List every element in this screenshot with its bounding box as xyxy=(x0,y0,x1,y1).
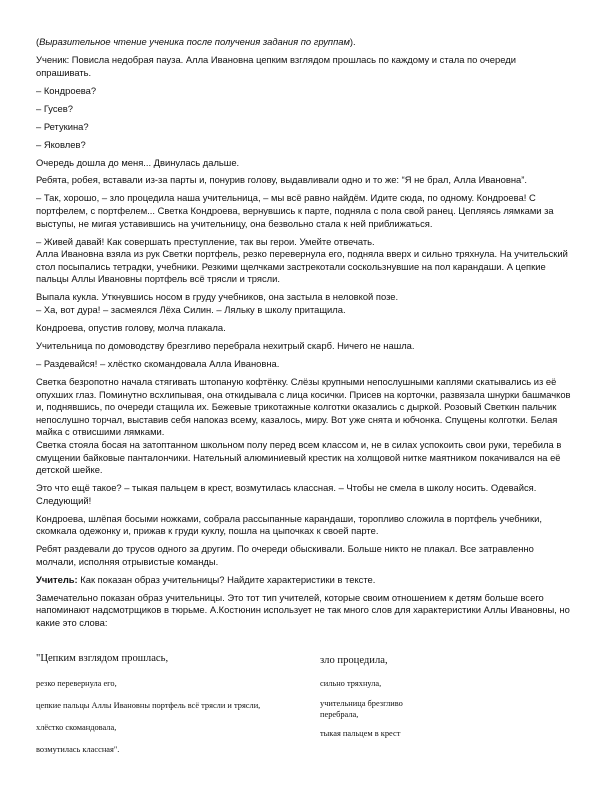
paragraph-10b: – Ха, вот дура! – засмеялся Лёха Силин. – Ляльку в школу притащила. xyxy=(36,304,346,315)
paragraph-2: – Кондроева? xyxy=(36,84,97,96)
paragraph-16: Кондроева, шлёпая босыми ножками, собрала рассыпанные карандаши, торопливо сложила в портфель учебники, скомкала одежонку и, прижав к груди куклу, пошла на цыпочках к своей парте. xyxy=(36,512,542,537)
paragraph-10a: Выпала кукла. Уткнувшись носом в груду учебников, она застыла в неловкой позе. xyxy=(36,291,399,303)
paragraph-14a: Светка безропотно начала стягивать штопаную кофтёнку. Слёзы крупными непослушными каплями скатывались из её опухших глаз. Поминутно всхлипывая, она откидывала с лица косички. Присев на корточки, развязала шнурки башмачков и, поднявшись, по очереди стащила их. Бежевые трикотажные колготки оказались с дыркой. Розовый Светкин пальчик непослушно торчал, выставив себя напоказ всему, казалось, миру. Вот уже снята и юбчонка. Спущены колготки. Белая майка с отвисшими лямками. xyxy=(36,375,571,438)
paragraph-17: Ребят раздевали до трусов одного за другим. По очереди обыскивали. Больше никто не плакал. Все затравленно молчали, исполняя отрывистые команды. xyxy=(36,543,534,567)
right-cell-3: учительница брезгливо перебрала, xyxy=(320,699,403,719)
left-cell-4: хлёстко скомандовала, xyxy=(36,723,117,732)
paragraph-6: Очередь дошла до меня... Двинулась дальше. xyxy=(36,156,240,168)
paragraph-18 xyxy=(36,574,572,587)
paragraph-7: Ребята, робея, вставали из-за парты и, понурив голову, выдавливали одно и то же: “Я не брал, Алла Ивановна”. xyxy=(36,174,527,186)
right-cell-2: сильно тряхнула, xyxy=(320,679,382,688)
left-cell-5: возмутилась классная". xyxy=(36,745,120,754)
teacher-label: Учитель: xyxy=(36,573,78,585)
paragraph-9a: – Живей давай! Как совершать преступление, так вы герои. Умейте отвечать. xyxy=(36,235,375,247)
paragraph-5: – Яковлев? xyxy=(36,138,86,150)
left-cell-2: резко перевернула его, xyxy=(36,679,117,688)
right-cell-4: тыкая пальцем в крест xyxy=(320,729,401,738)
document-body xyxy=(36,36,572,635)
paragraph-12: Учительница по домоводству брезгливо перебрала нехитрый скарб. Ничего не нашла. xyxy=(36,339,415,351)
right-cell-1: зло процедила, xyxy=(320,655,388,666)
paragraph-15: Это что ещё такое? – тыкая пальцем в крест, возмутилась классная. – Чтобы не смела в школу носить. Одевайся. Следующий! xyxy=(36,482,537,506)
paragraph-14b: Светка стояла босая на затоптанном школьном полу перед всем классом и, не в силах успокоить свои руки, теребила в смущении байковые панталончики. Нательный алюминиевый крестик на холщовой нитке маятником покачивался на её детской шейке. xyxy=(36,438,562,476)
paragraph-9b: Алла Ивановна взяла из рук Светки портфель, резко перевернула его, подняла вверх и сильно тряхнула. На учительский стол посыпались тетрадки, учебники. Резкими щелчками застрекотали соскользнувшие на пол карандаши. А цепкие пальцы Аллы Ивановны портфель всё трясли и трясли. xyxy=(36,248,568,285)
paragraph-1: Ученик: Повисла недобрая пауза. Алла Ивановна цепким взглядом прошлась по каждому и стала по очереди опрашивать. xyxy=(36,53,516,78)
intro-italic-text: Выразительное чтение ученика после получения задания по группам xyxy=(39,36,350,47)
left-cell-1: "Цепким взглядом прошлась, xyxy=(36,653,169,664)
intro-note xyxy=(36,36,572,49)
intro-close: ). xyxy=(349,36,356,47)
paragraph-13: – Раздевайся! – хлёстко скомандовала Алла Ивановна. xyxy=(36,357,280,369)
paragraph-8: – Так, хорошо, – зло процедила наша учительница, – мы всё равно найдём. Идите сюда, по одному. Кондроева! С портфелем, с портфелем... Светка Кондроева, вернувшись к парте, подняла с пола свой ранец. Цепляясь лямками за выступы, не мигая уставившись на учительницу, она безвольно стала к ней приближаться. xyxy=(36,192,554,229)
paragraph-11: Кондроева, опустив голову, молча плакала. xyxy=(36,321,226,333)
left-cell-3: цепкие пальцы Аллы Ивановны портфель всё трясли и трясли, xyxy=(36,701,261,710)
paragraph-4: – Ретукина? xyxy=(36,120,89,132)
paragraph-3: – Гусев? xyxy=(36,102,73,114)
teacher-question: Как показан образ учительницы? Найдите характеристики в тексте. xyxy=(77,573,376,585)
paragraph-19: Замечательно показан образ учительницы. Это тот тип учителей, которые своим отношением к детям больше всего напоминают надсмотрщиков в тюрьме. А.Костюнин использует не так много слов для характеристики Аллы Ивановны, но какие это слова: xyxy=(36,591,570,628)
intro-open: ( xyxy=(36,36,40,47)
